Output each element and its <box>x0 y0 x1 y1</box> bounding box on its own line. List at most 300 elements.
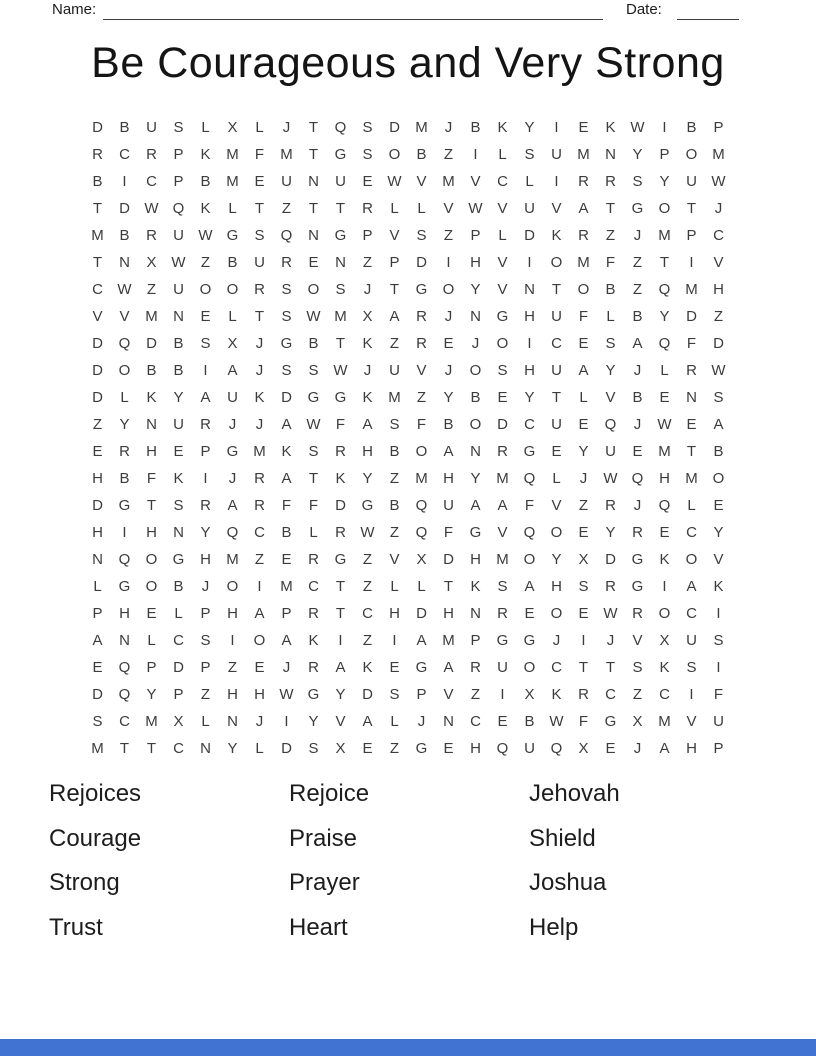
grid-letter: J <box>363 362 372 379</box>
grid-letter: F <box>308 497 319 514</box>
grid-letter: O <box>118 362 131 379</box>
grid-letter: P <box>200 659 211 676</box>
grid-letter: U <box>173 416 184 433</box>
grid-letter: Q <box>415 497 428 514</box>
grid-letter: J <box>633 740 642 757</box>
grid-letter: R <box>335 443 346 460</box>
grid-letter: A <box>713 416 724 433</box>
grid-letter: B <box>146 362 157 379</box>
grid-letter: U <box>389 362 400 379</box>
grid-letter: T <box>308 200 319 217</box>
grid-letter: Z <box>470 686 481 703</box>
grid-letter: Q <box>658 335 671 352</box>
grid-letter: H <box>470 254 481 271</box>
grid-letter: M <box>226 146 239 163</box>
grid-letter: Z <box>200 254 211 271</box>
grid-letter: Y <box>524 389 535 406</box>
grid-letter: E <box>254 659 265 676</box>
date-blank-line <box>677 19 739 20</box>
grid-letter: K <box>659 551 670 568</box>
grid-letter: B <box>389 497 400 514</box>
grid-letter: O <box>550 605 563 622</box>
grid-letter: R <box>497 605 508 622</box>
grid-letter: Z <box>632 281 643 298</box>
grid-letter: Y <box>470 470 481 487</box>
grid-letter: R <box>605 497 616 514</box>
grid-letter: L <box>606 308 615 325</box>
grid-letter: I <box>473 146 478 163</box>
grid-letter: D <box>92 119 103 136</box>
grid-letter: E <box>578 524 589 541</box>
grid-letter: J <box>282 119 291 136</box>
grid-row <box>84 627 732 654</box>
grid-letter: Q <box>226 524 239 541</box>
grid-letter: W <box>279 686 294 703</box>
grid-letter: D <box>92 686 103 703</box>
grid-letter: Y <box>605 524 616 541</box>
grid-letter: I <box>716 605 721 622</box>
grid-letter: X <box>578 551 589 568</box>
grid-row <box>84 195 732 222</box>
grid-letter: Y <box>227 740 238 757</box>
grid-letter: X <box>173 713 184 730</box>
grid-letter: P <box>281 605 292 622</box>
grid-letter: U <box>551 308 562 325</box>
grid-letter: I <box>581 632 586 649</box>
grid-letter: Z <box>713 308 724 325</box>
grid-letter: U <box>443 497 454 514</box>
grid-letter: B <box>470 119 481 136</box>
grid-letter: V <box>632 632 643 649</box>
grid-letter: D <box>524 227 535 244</box>
grid-letter: V <box>713 551 724 568</box>
grid-letter: G <box>334 551 347 568</box>
grid-letter: Q <box>415 524 428 541</box>
grid-letter: M <box>145 713 158 730</box>
grid-letter: J <box>633 362 642 379</box>
grid-letter: V <box>713 254 724 271</box>
grid-letter: A <box>416 632 427 649</box>
grid-letter: X <box>632 713 643 730</box>
grid-letter: S <box>605 335 616 352</box>
grid-letter: I <box>203 362 208 379</box>
grid-letter: F <box>686 335 697 352</box>
grid-letter: B <box>200 173 211 190</box>
grid-letter: N <box>470 605 481 622</box>
grid-letter: R <box>281 254 292 271</box>
grid-letter: L <box>417 200 426 217</box>
grid-letter: U <box>173 281 184 298</box>
grid-letter: T <box>308 119 319 136</box>
grid-letter: S <box>389 686 400 703</box>
grid-letter: C <box>173 740 184 757</box>
grid-letter: J <box>363 281 372 298</box>
grid-letter: W <box>387 173 402 190</box>
grid-letter: U <box>254 254 265 271</box>
grid-letter: M <box>280 146 293 163</box>
grid-letter: L <box>201 713 210 730</box>
grid-letter: E <box>632 443 643 460</box>
grid-letter: A <box>497 497 508 514</box>
grid-letter: Q <box>523 524 536 541</box>
grid-letter: B <box>308 335 319 352</box>
grid-letter: I <box>689 686 694 703</box>
grid-letter: V <box>443 200 454 217</box>
grid-letter: R <box>200 416 211 433</box>
grid-letter: D <box>497 416 508 433</box>
grid-letter: S <box>308 443 319 460</box>
grid-letter: R <box>578 173 589 190</box>
grid-letter: U <box>497 659 508 676</box>
grid-row <box>84 573 732 600</box>
grid-letter: H <box>524 308 535 325</box>
grid-letter: A <box>524 578 535 595</box>
grid-row <box>84 735 732 762</box>
grid-letter: Z <box>632 686 643 703</box>
grid-letter: G <box>307 389 320 406</box>
grid-letter: M <box>658 713 671 730</box>
grid-letter: D <box>416 254 427 271</box>
grid-letter: J <box>444 362 453 379</box>
grid-letter: C <box>92 281 103 298</box>
grid-letter: P <box>362 227 373 244</box>
grid-letter: S <box>713 389 724 406</box>
grid-letter: F <box>335 416 346 433</box>
grid-letter: I <box>554 173 559 190</box>
grid-letter: U <box>551 146 562 163</box>
grid-letter: A <box>281 470 292 487</box>
grid-letter: Q <box>523 470 536 487</box>
grid-letter: Q <box>280 227 293 244</box>
grid-letter: T <box>254 200 265 217</box>
grid-letter: O <box>388 146 401 163</box>
grid-letter: O <box>253 632 266 649</box>
grid-letter: G <box>118 497 131 514</box>
grid-letter: V <box>416 173 427 190</box>
grid-letter: J <box>633 416 642 433</box>
grid-letter: B <box>227 254 238 271</box>
grid-letter: W <box>630 119 645 136</box>
grid-letter: J <box>579 470 588 487</box>
grid-letter: M <box>91 740 104 757</box>
grid-letter: I <box>446 254 451 271</box>
grid-letter: H <box>524 362 535 379</box>
grid-letter: W <box>711 362 726 379</box>
grid-letter: A <box>362 713 373 730</box>
grid-letter: Q <box>172 200 185 217</box>
grid-letter: L <box>552 470 561 487</box>
grid-letter: M <box>658 443 671 460</box>
word-item: Joshua <box>529 869 607 896</box>
grid-letter: I <box>392 632 397 649</box>
grid-letter: F <box>254 146 265 163</box>
grid-letter: L <box>228 308 237 325</box>
grid-letter: U <box>551 416 562 433</box>
grid-letter: E <box>281 551 292 568</box>
grid-letter: S <box>686 659 697 676</box>
grid-letter: U <box>227 389 238 406</box>
grid-letter: U <box>335 173 346 190</box>
grid-letter: S <box>254 227 265 244</box>
grid-letter: J <box>606 632 615 649</box>
grid-letter: S <box>524 146 535 163</box>
grid-row <box>84 168 732 195</box>
name-blank-line <box>103 19 603 20</box>
grid-letter: A <box>443 659 454 676</box>
grid-letter: T <box>578 659 589 676</box>
grid-letter: N <box>92 551 103 568</box>
grid-letter: Y <box>632 146 643 163</box>
grid-letter: Z <box>578 497 589 514</box>
grid-letter: A <box>227 362 238 379</box>
grid-letter: R <box>578 227 589 244</box>
footer-bar <box>0 1039 816 1056</box>
grid-letter: S <box>632 659 643 676</box>
grid-letter: G <box>523 443 536 460</box>
grid-letter: B <box>632 389 643 406</box>
grid-letter: R <box>308 659 319 676</box>
grid-row <box>84 492 732 519</box>
grid-letter: B <box>119 119 130 136</box>
grid-letter: M <box>226 173 239 190</box>
grid-letter: E <box>578 605 589 622</box>
grid-row <box>84 357 732 384</box>
grid-letter: S <box>497 578 508 595</box>
grid-letter: R <box>146 146 157 163</box>
grid-letter: V <box>497 254 508 271</box>
grid-letter: J <box>633 497 642 514</box>
grid-letter: Q <box>118 335 131 352</box>
grid-letter: R <box>146 227 157 244</box>
grid-letter: C <box>254 524 265 541</box>
grid-letter: N <box>227 713 238 730</box>
grid-letter: M <box>442 173 455 190</box>
grid-letter: X <box>146 254 157 271</box>
grid-letter: H <box>659 470 670 487</box>
grid-letter: W <box>468 200 483 217</box>
grid-letter: B <box>92 173 103 190</box>
grid-letter: V <box>470 173 481 190</box>
grid-letter: I <box>662 578 667 595</box>
puzzle-grid <box>84 114 732 762</box>
grid-letter: N <box>146 416 157 433</box>
grid-letter: T <box>254 308 265 325</box>
grid-letter: H <box>551 578 562 595</box>
grid-letter: Q <box>118 686 131 703</box>
grid-letter: F <box>146 470 157 487</box>
grid-letter: R <box>497 443 508 460</box>
grid-letter: T <box>119 740 130 757</box>
grid-letter: S <box>362 146 373 163</box>
grid-letter: E <box>254 173 265 190</box>
grid-letter: B <box>713 443 724 460</box>
grid-letter: Z <box>146 281 157 298</box>
grid-letter: O <box>307 281 320 298</box>
word-item: Rejoices <box>49 780 142 807</box>
grid-letter: S <box>92 713 103 730</box>
grid-letter: A <box>686 578 697 595</box>
word-list-column <box>529 782 620 940</box>
grid-letter: G <box>226 227 239 244</box>
grid-letter: Z <box>362 578 373 595</box>
grid-letter: S <box>308 362 319 379</box>
grid-letter: R <box>254 497 265 514</box>
grid-letter: G <box>334 389 347 406</box>
grid-letter: B <box>119 470 130 487</box>
grid-letter: T <box>686 200 697 217</box>
grid-letter: X <box>362 308 373 325</box>
grid-letter: R <box>335 524 346 541</box>
grid-letter: S <box>308 740 319 757</box>
grid-letter: O <box>550 254 563 271</box>
grid-letter: A <box>578 362 589 379</box>
grid-letter: E <box>659 524 670 541</box>
grid-letter: O <box>145 551 158 568</box>
grid-letter: S <box>335 281 346 298</box>
grid-letter: C <box>497 173 508 190</box>
grid-letter: I <box>662 119 667 136</box>
grid-letter: E <box>686 416 697 433</box>
grid-letter: B <box>686 119 697 136</box>
grid-letter: A <box>335 659 346 676</box>
grid-letter: Y <box>308 713 319 730</box>
grid-letter: S <box>200 632 211 649</box>
word-list <box>0 782 816 962</box>
grid-letter: Q <box>118 551 131 568</box>
grid-letter: S <box>497 362 508 379</box>
grid-letter: Z <box>362 632 373 649</box>
grid-letter: N <box>605 146 616 163</box>
grid-letter: O <box>658 200 671 217</box>
grid-letter: E <box>497 713 508 730</box>
grid-letter: V <box>686 713 697 730</box>
grid-letter: G <box>415 281 428 298</box>
grid-letter: E <box>713 497 724 514</box>
grid-letter: D <box>92 362 103 379</box>
grid-letter: O <box>469 362 482 379</box>
grid-letter: H <box>92 524 103 541</box>
grid-letter: P <box>389 254 400 271</box>
grid-letter: L <box>660 362 669 379</box>
grid-letter: M <box>253 443 266 460</box>
grid-letter: H <box>713 281 724 298</box>
grid-letter: W <box>117 281 132 298</box>
grid-letter: E <box>578 416 589 433</box>
grid-letter: U <box>173 227 184 244</box>
grid-letter: N <box>443 713 454 730</box>
grid-letter: O <box>712 470 725 487</box>
grid-letter: E <box>308 254 319 271</box>
grid-letter: M <box>388 389 401 406</box>
grid-letter: O <box>577 281 590 298</box>
grid-letter: D <box>335 497 346 514</box>
grid-letter: N <box>119 632 130 649</box>
grid-letter: L <box>687 497 696 514</box>
grid-letter: E <box>524 605 535 622</box>
grid-letter: P <box>416 686 427 703</box>
grid-letter: G <box>334 146 347 163</box>
grid-letter: N <box>308 173 319 190</box>
grid-letter: A <box>362 416 373 433</box>
grid-letter: U <box>686 173 697 190</box>
grid-letter: Q <box>334 119 347 136</box>
grid-letter: D <box>605 551 616 568</box>
grid-letter: J <box>552 632 561 649</box>
grid-letter: E <box>578 335 589 352</box>
grid-letter: I <box>230 632 235 649</box>
grid-letter: I <box>284 713 289 730</box>
grid-letter: L <box>390 200 399 217</box>
grid-row <box>84 330 732 357</box>
grid-letter: K <box>551 227 562 244</box>
grid-letter: J <box>444 119 453 136</box>
grid-letter: C <box>713 227 724 244</box>
grid-letter: S <box>389 416 400 433</box>
grid-letter: G <box>496 308 509 325</box>
grid-letter: L <box>498 146 507 163</box>
grid-letter: W <box>198 227 213 244</box>
grid-row <box>84 465 732 492</box>
grid-letter: T <box>308 470 319 487</box>
grid-letter: R <box>605 173 616 190</box>
grid-letter: I <box>689 254 694 271</box>
grid-letter: T <box>308 146 319 163</box>
grid-letter: X <box>335 740 346 757</box>
grid-letter: G <box>361 497 374 514</box>
grid-letter: T <box>605 659 616 676</box>
grid-letter: M <box>496 470 509 487</box>
grid-letter: R <box>470 659 481 676</box>
grid-letter: D <box>686 308 697 325</box>
grid-letter: P <box>713 740 724 757</box>
grid-letter: D <box>146 335 157 352</box>
grid-letter: U <box>713 713 724 730</box>
grid-letter: U <box>605 443 616 460</box>
grid-letter: D <box>281 740 292 757</box>
grid-letter: W <box>171 254 186 271</box>
grid-letter: H <box>686 740 697 757</box>
grid-letter: E <box>443 740 454 757</box>
grid-letter: Q <box>604 416 617 433</box>
grid-letter: F <box>578 713 589 730</box>
grid-letter: O <box>415 443 428 460</box>
grid-letter: Y <box>200 524 211 541</box>
grid-letter: C <box>686 524 697 541</box>
grid-letter: V <box>335 713 346 730</box>
grid-letter: A <box>443 443 454 460</box>
grid-letter: Q <box>631 470 644 487</box>
grid-letter: Z <box>605 227 616 244</box>
grid-letter: G <box>334 227 347 244</box>
grid-letter: B <box>173 578 184 595</box>
grid-letter: P <box>200 605 211 622</box>
grid-letter: Z <box>362 254 373 271</box>
grid-letter: B <box>524 713 535 730</box>
grid-letter: S <box>416 227 427 244</box>
grid-letter: B <box>389 443 400 460</box>
word-item: Trust <box>49 913 103 941</box>
grid-letter: E <box>497 389 508 406</box>
grid-letter: F <box>713 686 724 703</box>
grid-letter: T <box>686 443 697 460</box>
grid-letter: V <box>389 227 400 244</box>
grid-letter: K <box>308 632 319 649</box>
grid-letter: P <box>92 605 103 622</box>
grid-letter: O <box>685 551 698 568</box>
grid-letter: N <box>308 227 319 244</box>
grid-letter: C <box>524 416 535 433</box>
grid-letter: T <box>335 605 346 622</box>
